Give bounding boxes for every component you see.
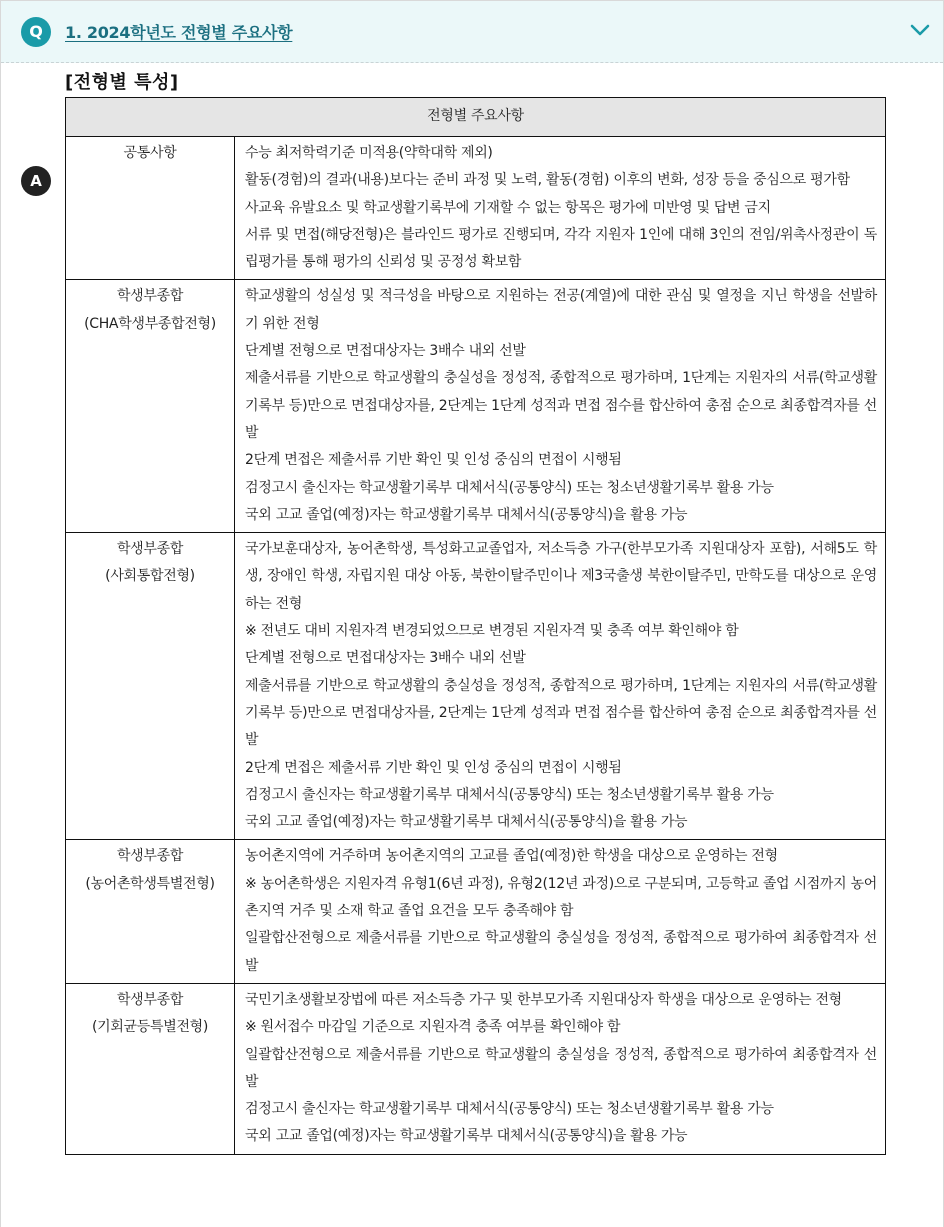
detail-line: 단계별 전형으로 면접대상자는 3배수 내외 선발 — [245, 343, 526, 360]
admission-details-cell — [235, 137, 886, 280]
admission-details-cell — [235, 983, 886, 1154]
detail-line: ※ 농어촌학생은 지원자격 유형1(6년 과정), 유형2(12년 과정)으로 구분되며, 고등학교 졸업 시점까지 농어촌지역 거주 및 소재 학교 졸업 요건을 모두 충족해야 함 — [245, 875, 877, 920]
detail-line: 단계별 전형으로 면접대상자는 3배수 내외 선발 — [245, 650, 526, 667]
chevron-down-icon[interactable] — [909, 22, 931, 38]
faq-answer — [1, 63, 943, 1155]
table-row — [66, 137, 886, 280]
admission-types-table — [65, 97, 886, 1155]
detail-line: 농어촌지역에 거주하며 농어촌지역의 고교를 졸업(예정)한 학생을 대상으로 운영하는 전형 — [245, 848, 778, 865]
admission-type-cell — [66, 280, 235, 533]
question-badge: Q — [21, 17, 51, 47]
admission-type-label: (CHA학생부종합전형) — [84, 315, 216, 332]
detail-line: 국외 고교 졸업(예정)자는 학교생활기록부 대체서식(공통양식)을 활용 가능 — [245, 506, 688, 523]
detail-line: 국민기초생활보장법에 따른 저소득층 가구 및 한부모가족 지원대상자 학생을 대상으로 운영하는 전형 — [245, 991, 842, 1008]
admission-type-cell — [66, 137, 235, 280]
table-header: 전형별 주요사항 — [66, 98, 886, 137]
admission-type-label: (기회균등특별전형) — [91, 1019, 209, 1036]
detail-line: 2단계 면접은 제출서류 기반 확인 및 인성 중심의 면접이 시행됨 — [245, 452, 622, 469]
detail-line: 국외 고교 졸업(예정)자는 학교생활기록부 대체서식(공통양식)을 활용 가능 — [245, 1128, 688, 1145]
table-body — [66, 137, 886, 1155]
detail-line: 사교육 유발요소 및 학교생활기록부에 기재할 수 없는 항목은 평가에 미반영 및 답변 금지 — [245, 199, 771, 216]
admission-type-label: 학생부종합 — [116, 541, 184, 558]
detail-line: 국가보훈대상자, 농어촌학생, 특성화고교졸업자, 저소득층 가구(한부모가족 지원대상자 포함), 서해5도 학생, 장애인 학생, 자립지원 대상 아동, 북한이탈주민이나 제3국출생 북한이탈주민, 만학도를 대상으로 운영하는 전형 — [245, 541, 877, 612]
admission-details-cell — [235, 280, 886, 533]
detail-line: 수능 최저학력기준 미적용(약학대학 제외) — [245, 145, 493, 161]
admission-type-label: 공통사항 — [123, 145, 177, 161]
detail-line: 제출서류를 기반으로 학교생활의 충실성을 정성적, 종합적으로 평가하며, 1단계는 지원자의 서류(학교생활기록부 등)만으로 면접대상자를, 2단계는 1단계 성적과 면접 점수를 합산하여 총점 순으로 최종합격자를 선발 — [245, 370, 877, 441]
answer-badge: A — [21, 166, 51, 196]
table-row — [66, 840, 886, 983]
admission-type-cell — [66, 983, 235, 1154]
admission-details-cell — [235, 533, 886, 840]
detail-line: 학교생활의 성실성 및 적극성을 바탕으로 지원하는 전공(계열)에 대한 관심 및 열정을 지닌 학생을 선발하기 위한 전형 — [245, 288, 877, 332]
admission-type-label: 학생부종합 — [116, 848, 184, 865]
detail-line: 일괄합산전형으로 제출서류를 기반으로 학교생활의 충실성을 정성적, 종합적으로 평가하여 최종합격자 선발 — [245, 930, 877, 974]
detail-line: 제출서류를 기반으로 학교생활의 충실성을 정성적, 종합적으로 평가하며, 1단계는 지원자의 서류(학교생활기록부 등)만으로 면접대상자를, 2단계는 1단계 성적과 면접 점수를 합산하여 총점 순으로 최종합격자를 선발 — [245, 677, 877, 749]
admission-type-label: (농어촌학생특별전형) — [85, 875, 215, 892]
table-row — [66, 533, 886, 840]
section-title: [전형별 특성] — [65, 72, 179, 93]
admission-type-cell — [66, 840, 235, 983]
detail-line: 검정고시 출신자는 학교생활기록부 대체서식(공통양식) 또는 청소년생활기록부 활용 가능 — [245, 479, 774, 496]
table-row — [66, 280, 886, 533]
detail-line: 검정고시 출신자는 학교생활기록부 대체서식(공통양식) 또는 청소년생활기록부 활용 가능 — [245, 786, 774, 803]
table-row — [66, 983, 886, 1154]
detail-line: 국외 고교 졸업(예정)자는 학교생활기록부 대체서식(공통양식)을 활용 가능 — [245, 814, 688, 831]
faq-question-header[interactable] — [1, 1, 943, 63]
admission-type-label: 학생부종합 — [116, 288, 184, 305]
detail-line: ※ 전년도 대비 지원자격 변경되었으므로 변경된 지원자격 및 충족 여부 확인해야 함 — [245, 623, 739, 640]
question-title-link[interactable]: 1. 2024학년도 전형별 주요사항 — [65, 23, 293, 42]
detail-line: ※ 원서접수 마감일 기준으로 지원자격 충족 여부를 확인해야 함 — [245, 1019, 621, 1036]
detail-line: 서류 및 면접(해당전형)은 블라인드 평가로 진행되며, 각각 지원자 1인에 대해 3인의 전임/위촉사정관이 독립평가를 통해 평가의 신뢰성 및 공정성 확보함 — [245, 226, 877, 271]
admission-type-label: (사회통합전형) — [105, 568, 195, 585]
detail-line: 2단계 면접은 제출서류 기반 확인 및 인성 중심의 면접이 시행됨 — [245, 759, 622, 776]
detail-line: 검정고시 출신자는 학교생활기록부 대체서식(공통양식) 또는 청소년생활기록부 활용 가능 — [245, 1101, 774, 1118]
admission-details-cell — [235, 840, 886, 983]
detail-line: 활동(경험)의 결과(내용)보다는 준비 과정 및 노력, 활동(경험) 이후의 변화, 성장 등을 중심으로 평가함 — [245, 172, 850, 189]
detail-line: 일괄합산전형으로 제출서류를 기반으로 학교생활의 충실성을 정성적, 종합적으로 평가하여 최종합격자 선발 — [245, 1046, 877, 1090]
admission-type-cell — [66, 533, 235, 840]
admission-type-label: 학생부종합 — [116, 991, 184, 1008]
